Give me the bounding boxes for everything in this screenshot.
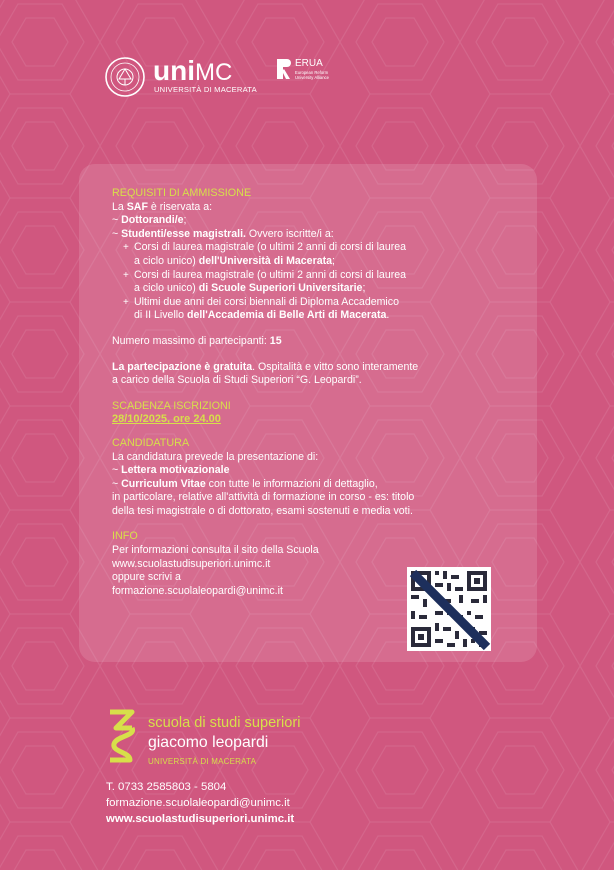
scadenza-title: SCADENZA ISCRIZIONI	[112, 399, 231, 412]
info-line-3: oppure scrivi a	[112, 571, 181, 584]
candidatura-intro: La candidatura prevede la presentazione di:	[112, 450, 319, 463]
gratuita-text: La partecipazione è gratuita. Ospitalità e vitto sono interamente a carico della Scuola di Studi Superiori “G. Leopardi”.	[112, 360, 419, 387]
info-line-1: Per informazioni consulta il sito della Scuola	[112, 544, 319, 557]
candidatura-lettera: ~ Lettera motivazionale	[112, 464, 230, 477]
footer-website[interactable]: www.scuolastudisuperiori.unimc.it	[106, 813, 295, 825]
requisiti-title: REQUISITI DI AMMISSIONE	[112, 187, 252, 199]
footer-phone[interactable]: T. 0733 2585803 - 5804	[106, 781, 227, 793]
info-website-link[interactable]: www.scuolastudisuperiori.unimc.it	[112, 557, 271, 570]
candidatura-dettaglio-1: in particolare, relative all'attività di formazione in corso - es: titolo	[112, 491, 415, 504]
school-name-line-1: scuola di studi superiori	[148, 715, 301, 731]
requisiti-bullet-1: + Corsi di laurea magistrale (o ultimi 2 anni di corsi di laurea a ciclo unico) dell'Università di Macerata;	[123, 241, 407, 267]
school-logo-icon	[106, 706, 138, 768]
requisiti-dottorandi: ~ Dottorandi/e;	[112, 214, 187, 227]
header-logos	[105, 53, 365, 98]
erua-name: ERUA	[295, 58, 323, 69]
partecipanti-text: Numero massimo di partecipanti: 15	[112, 334, 282, 347]
unimc-logo: uniMC	[153, 55, 233, 86]
requisiti-bullet-3: + Ultimi due anni dei corsi biennali di Diploma Accademico di II Livello dell'Accademia di Belle Arti di Macerata.	[123, 295, 399, 322]
info-email-link[interactable]: formazione.scuolaleopardi@unimc.it	[112, 584, 283, 597]
qr-code-icon[interactable]	[407, 567, 491, 651]
footer-email[interactable]: formazione.scuolaleopardi@unimc.it	[106, 797, 290, 809]
requisiti-intro: La SAF è riservata a:	[112, 200, 213, 213]
candidatura-dettaglio-2: della tesi magistrale o di dottorato, esami sostenuti e media voti.	[112, 504, 413, 517]
requisiti-bullet-2: + Corsi di laurea magistrale (o ultimi 2 anni di corsi di laurea a ciclo unico) di Scuole Superiori Universitarie;	[123, 268, 407, 295]
requisiti-studenti: ~ Studenti/esse magistrali. Ovvero iscritte/i a:	[112, 227, 334, 240]
university-name: UNIVERSITÀ DI MACERATA	[154, 85, 257, 94]
erua-logo-icon	[277, 59, 291, 79]
university-seal-icon	[105, 57, 145, 97]
scadenza-date: 28/10/2025, ore 24.00	[112, 413, 221, 426]
erua-subtitle: European Reform University Alliance	[295, 70, 329, 80]
school-university: UNIVERSITÀ DI MACERATA	[148, 757, 257, 766]
candidatura-title: CANDIDATURA	[112, 436, 190, 449]
school-name-line-2: giacomo leopardi	[148, 734, 269, 751]
info-title: INFO	[112, 530, 138, 543]
candidatura-cv: ~ Curriculum Vitae con tutte le informazioni di dettaglio,	[112, 477, 378, 490]
card-content	[112, 187, 512, 598]
